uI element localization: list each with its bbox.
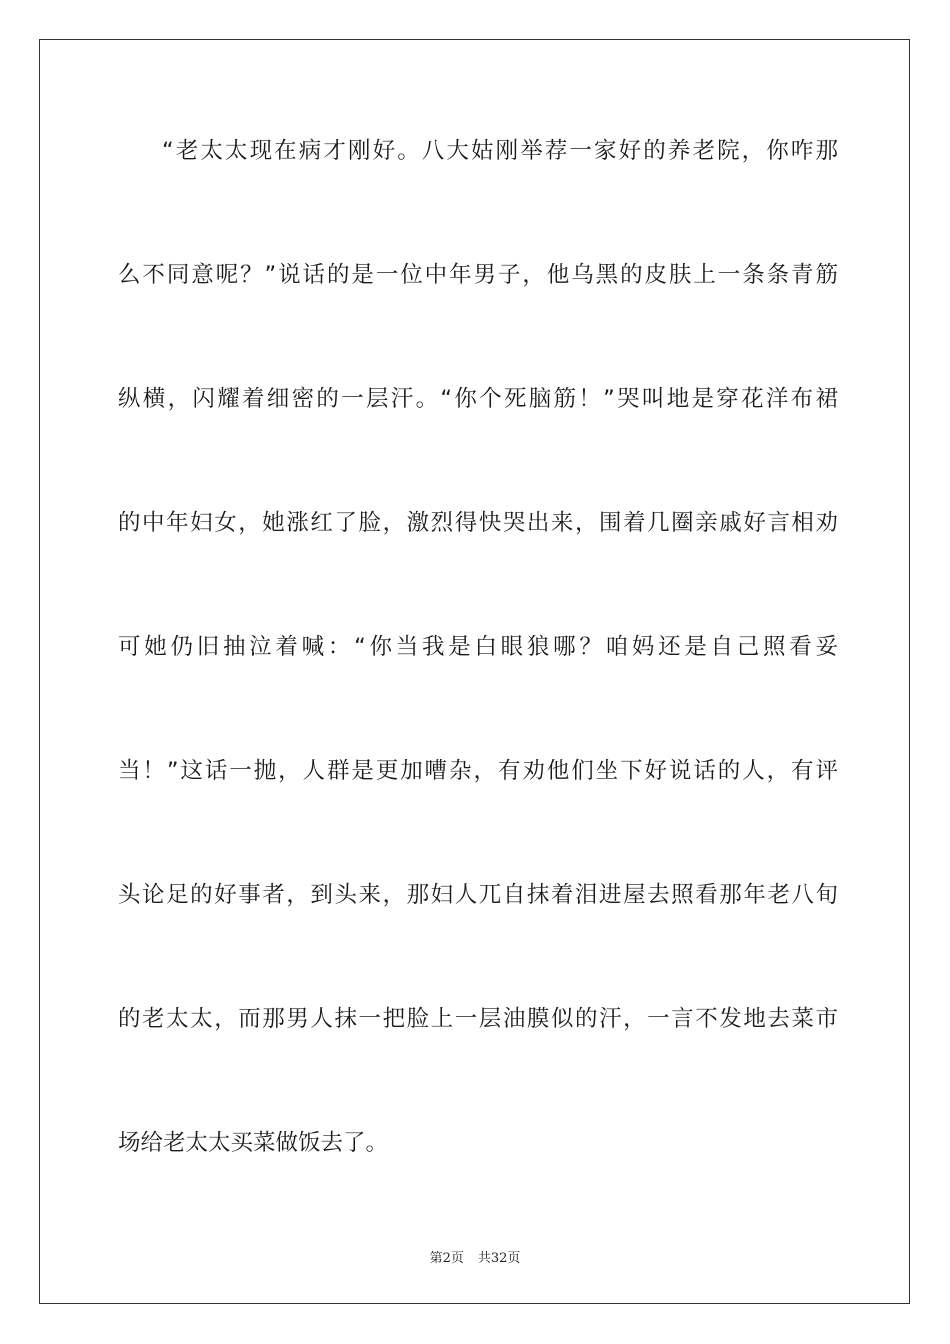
paragraph-line-5: 可她仍旧抽泣着喊：“你当我是白眼狼哪？咱妈还是自己照看妥: [118, 634, 838, 660]
paragraph-line-2: 么不同意呢？”说话的是一位中年男子，他乌黑的皮肤上一条条青筋: [118, 262, 838, 288]
paragraph-line-7: 头论足的好事者，到头来，那妇人兀自抹着泪进屋去照看那年老八旬: [118, 882, 838, 908]
current-page-label: 第2页: [429, 1251, 464, 1266]
paragraph-line-4: 的中年妇女，她涨红了脸，激烈得快哭出来，围着几圈亲戚好言相劝: [118, 510, 838, 536]
page-border: [39, 39, 910, 1304]
paragraph-line-8: 的老太太，而那男人抹一把脸上一层油膜似的汗，一言不发地去菜市: [118, 1006, 838, 1032]
paragraph-line-3: 纵横，闪耀着细密的一层汗。“你个死脑筋！”哭叫地是穿花洋布裙: [118, 386, 838, 412]
paragraph-line-1: “老太太现在病才刚好。八大姑刚举荐一家好的养老院，你咋那: [162, 138, 838, 164]
paragraph-line-6: 当！”这话一抛，人群是更加嘈杂，有劝他们坐下好说话的人，有评: [118, 758, 838, 784]
total-pages-label: 共32页: [477, 1251, 521, 1266]
paragraph-line-9: 场给老太太买菜做饭去了。: [118, 1130, 389, 1156]
page-footer: [0, 1247, 950, 1266]
